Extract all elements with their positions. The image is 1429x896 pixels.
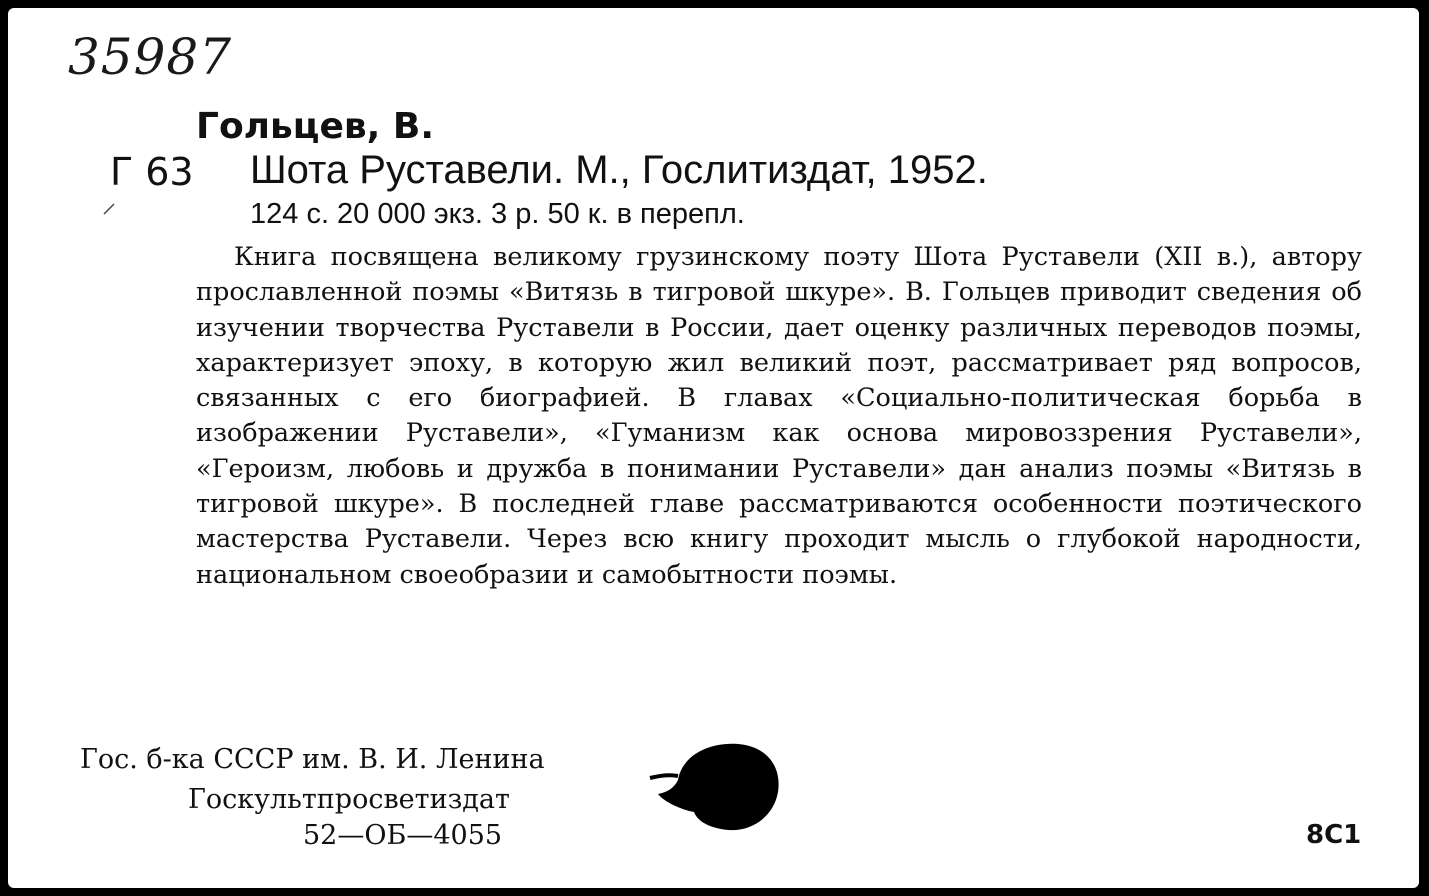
order-number: 52—ОБ—4055 <box>303 820 503 851</box>
catalog-code: 8С1 <box>1306 820 1362 850</box>
author-heading: Гольцев, В. <box>196 106 435 147</box>
library-name: Гос. б-ка СССР им. В. И. Ленина <box>80 744 545 775</box>
publisher-name: Госкультпросветиздат <box>188 784 510 815</box>
annotation-text: Книга посвящена великому грузинскому поэту Шота Руставели (XII в.), автору прославленной поэмы «Витязь в тигровой шкуре». В. Гольцев приводит сведения об изучении творчества Руставели в России, дает оценку различных переводов поэмы, характеризует эпоху, в которую жил великий поэт, рассматривает ряд вопросов, связанных с его биографией. В главах «Социально-политическая борьба в изображении Руставели», «Гуманизм как основа мировоззрения Руставели», «Героизм, любовь и дружба в понимании Руставели» дан анализ поэмы «Витязь в тигровой шкуре». В последней главе рассматриваются особенности поэтического мастерства Руставели. Через всю книгу проходит мысль о глубокой народности, национальном своеобразии и самобытности поэмы. <box>196 242 1362 590</box>
title-line: Шота Руставели. М., Гослитиздат, 1952. <box>250 148 988 192</box>
shelf-mark: Г 63 <box>110 150 194 194</box>
imprint-line: 124 с. 20 000 экз. 3 р. 50 к. в перепл. <box>250 198 745 230</box>
catalog-card <box>8 8 1419 888</box>
pencil-mark-icon <box>100 198 120 218</box>
ink-blot-icon <box>648 736 788 836</box>
handwritten-number: 35987 <box>68 28 233 86</box>
